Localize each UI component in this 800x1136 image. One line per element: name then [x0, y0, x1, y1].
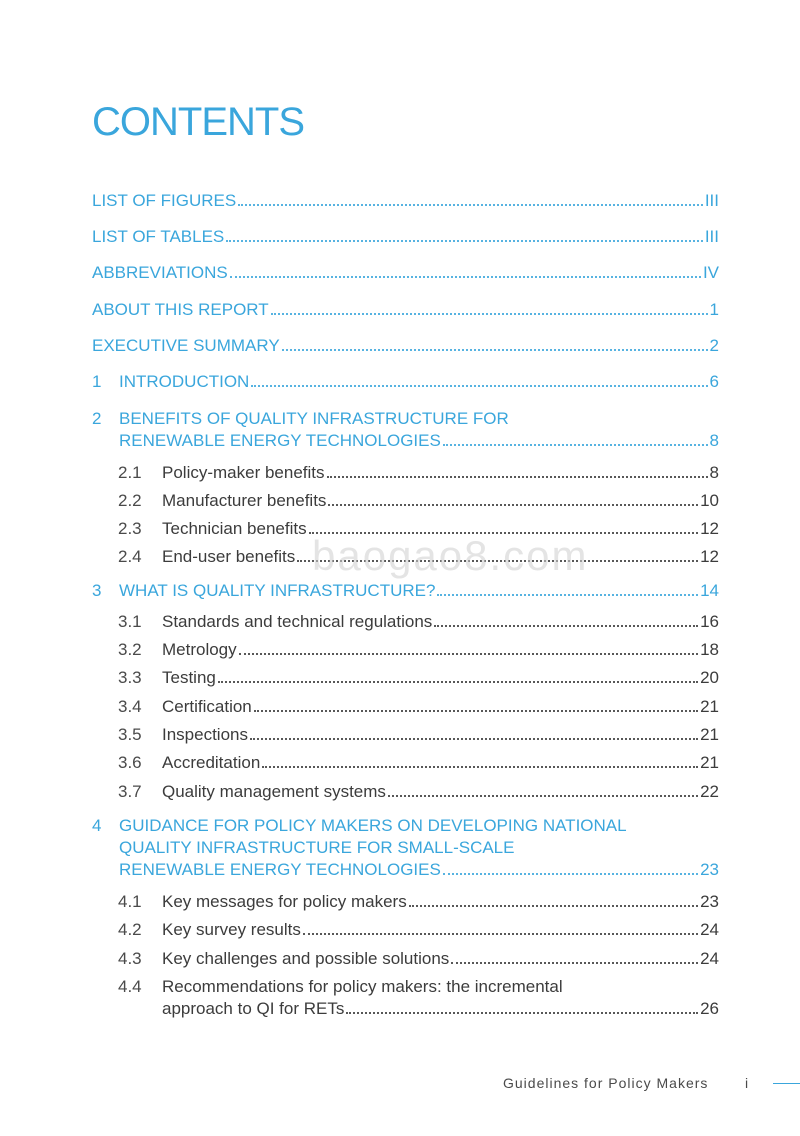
toc-entry-page: 14 — [700, 581, 719, 600]
leader-dots — [230, 276, 701, 278]
leader-dots — [346, 1012, 698, 1014]
toc-entry-title: Policy-maker benefits — [162, 463, 325, 482]
leader-dots — [250, 738, 698, 740]
toc-entry-title: LIST OF FIGURES — [92, 191, 237, 210]
toc-entry-number: 3.3 — [118, 668, 142, 687]
toc-entry-number: 4 — [92, 816, 102, 835]
toc-entry-number: 2.4 — [118, 547, 142, 566]
toc-entry-page: 21 — [700, 697, 719, 716]
toc-entry-page: III — [704, 227, 719, 246]
leader-dots — [271, 313, 708, 315]
leader-dots — [437, 594, 698, 596]
leader-dots — [443, 873, 698, 875]
footer-rule — [773, 1083, 800, 1084]
toc-entry-title: approach to QI for RETs — [162, 999, 345, 1018]
toc-entry-title: INTRODUCTION — [119, 372, 250, 391]
toc-entry-page: 18 — [700, 640, 719, 659]
leader-dots — [254, 710, 698, 712]
leader-dots — [238, 204, 703, 206]
toc-entry-page: 8 — [709, 463, 719, 482]
toc-entry-number: 1 — [92, 372, 102, 391]
toc-entry-number: 4.2 — [118, 920, 142, 939]
toc-entry-number: 3.4 — [118, 697, 142, 716]
toc-entry-page: 2 — [709, 336, 719, 355]
toc-entry-page: 21 — [700, 725, 719, 744]
toc-entry-number: 3.6 — [118, 753, 142, 772]
leader-dots — [282, 349, 708, 351]
leader-dots — [327, 476, 708, 478]
toc-entry-page: 12 — [700, 547, 719, 566]
leader-dots — [309, 532, 698, 534]
toc-entry-page: 26 — [700, 999, 719, 1018]
toc-entry-title: ABBREVIATIONS — [92, 263, 228, 282]
leader-dots — [303, 933, 698, 935]
toc-entry-title-line: QUALITY INFRASTRUCTURE FOR SMALL-SCALE — [119, 838, 515, 857]
toc-entry-page: 24 — [700, 920, 719, 939]
toc-entry-page: III — [704, 191, 719, 210]
toc-entry-page: 23 — [700, 860, 719, 879]
toc-entry-title: WHAT IS QUALITY INFRASTRUCTURE? — [119, 581, 436, 600]
toc-entry-title: Standards and technical regulations — [162, 612, 433, 631]
toc-entry-page: 10 — [700, 491, 719, 510]
toc-entry-page: 21 — [700, 753, 719, 772]
toc-entry-title: RENEWABLE ENERGY TECHNOLOGIES — [119, 431, 441, 450]
toc-entry-title: ABOUT THIS REPORT — [92, 300, 269, 319]
toc-entry-title: Quality management systems — [162, 782, 386, 801]
toc-entry-number: 2.3 — [118, 519, 142, 538]
toc-entry-page: 24 — [700, 949, 719, 968]
toc-entry-title-line: BENEFITS OF QUALITY INFRASTRUCTURE FOR — [119, 409, 509, 428]
footer-title: Guidelines for Policy Makers — [503, 1075, 709, 1091]
toc-entry-number: 4.1 — [118, 892, 142, 911]
toc-entry-page: 22 — [700, 782, 719, 801]
toc-entry-title: Key challenges and possible solutions — [162, 949, 450, 968]
toc-entry-page: IV — [702, 263, 719, 282]
toc-entry-number: 3.2 — [118, 640, 142, 659]
toc-entry-title: Testing — [162, 668, 216, 687]
toc-entry-number: 2 — [92, 409, 102, 428]
toc-entry-title: Metrology — [162, 640, 237, 659]
toc-entry-page: 23 — [700, 892, 719, 911]
leader-dots — [443, 444, 708, 446]
toc-entry-page: 20 — [700, 668, 719, 687]
toc-entry-title-line: Recommendations for policy makers: the incremental — [162, 977, 563, 996]
toc-entry-page: 16 — [700, 612, 719, 631]
toc-entry-title: Key survey results — [162, 920, 301, 939]
leader-dots — [218, 681, 698, 683]
toc-entry-title: Manufacturer benefits — [162, 491, 327, 510]
leader-dots — [434, 625, 698, 627]
toc-entry-page: 12 — [700, 519, 719, 538]
toc-entry-title: RENEWABLE ENERGY TECHNOLOGIES — [119, 860, 441, 879]
toc-entry-title: Accreditation — [162, 753, 261, 772]
leader-dots — [451, 962, 698, 964]
leader-dots — [409, 905, 698, 907]
leader-dots — [297, 560, 698, 562]
toc-entry-number: 3.1 — [118, 612, 142, 631]
leader-dots — [239, 653, 698, 655]
toc-entry-number: 2.1 — [118, 463, 142, 482]
toc-entry-number: 2.2 — [118, 491, 142, 510]
toc-entry-page: 1 — [709, 300, 719, 319]
toc-entry-number: 3 — [92, 581, 102, 600]
watermark-text: baogao8.com — [312, 532, 589, 579]
footer-page-number: i — [745, 1075, 749, 1091]
toc-entry-title: End-user benefits — [162, 547, 296, 566]
leader-dots — [251, 385, 707, 387]
toc-entry-title-line: GUIDANCE FOR POLICY MAKERS ON DEVELOPING NATIONAL — [119, 816, 627, 835]
toc-entry-number: 4.3 — [118, 949, 142, 968]
toc-entry-title: Technician benefits — [162, 519, 307, 538]
toc-entry-title: LIST OF TABLES — [92, 227, 225, 246]
page-title: CONTENTS — [92, 100, 304, 144]
toc-entry-page: 8 — [709, 431, 719, 450]
toc-entry-title: Inspections — [162, 725, 248, 744]
toc-entry-page: 6 — [709, 372, 719, 391]
leader-dots — [226, 240, 703, 242]
toc-entry-number: 4.4 — [118, 977, 142, 996]
leader-dots — [388, 795, 698, 797]
leader-dots — [328, 504, 698, 506]
toc-entry-title: Certification — [162, 697, 252, 716]
toc-entry-title: Key messages for policy makers — [162, 892, 407, 911]
toc-entry-title: EXECUTIVE SUMMARY — [92, 336, 280, 355]
toc-entry-number: 3.7 — [118, 782, 142, 801]
leader-dots — [262, 766, 698, 768]
toc-entry-number: 3.5 — [118, 725, 142, 744]
